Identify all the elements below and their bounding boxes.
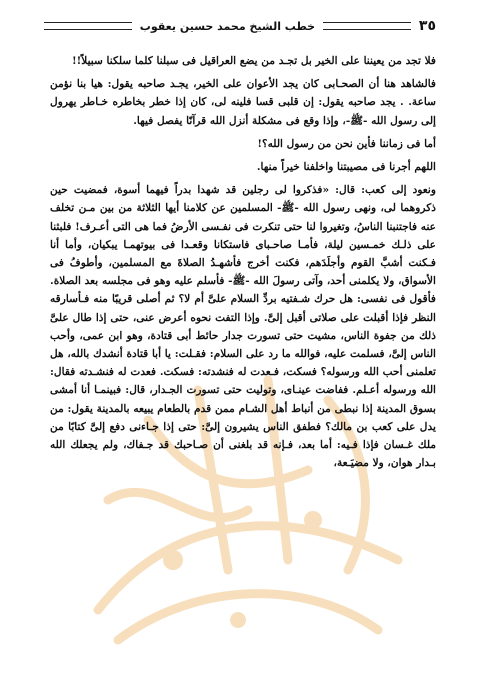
header-double-rule-right [44, 22, 132, 30]
running-header [44, 12, 436, 40]
paragraph: أما فى زماننا فأين نحن من رسول الله؟! [257, 137, 436, 150]
paragraph: فالشاهد هنا أن الصحـابى كان يجد الأعوان على الخير، يجـد صاحبه يقول: هيا بنا نؤمن ساعة. . يجد صاحبه يقول: إن قلبى قسا فلينه لى، كان إذا خطر بخاطره خـاطر يهرول إلى رسول الله -ﷺ-، وإذا وقع فى مشكلة أنزل الله قرآنًا يفصل فيها. [50, 78, 436, 127]
book-title: خطب الشيخ محمد حسين يعقوب [139, 19, 316, 33]
paragraph: ونعود إلى كعب: قال: «فذكروا لى رجلين قد شهدا بدراً فيهما أسوة، فمضيت حين ذكروهما لى، ونهى رسول الله -ﷺ- المسلمين عن كلامنا أيها الثلاثة من بين مـن تخلف عنه فاجتنبنا الناسُ، وتغيروا لنا حتى تنكرت فى نفـسى الأرضُ فما هى التى أعـرف! فلبثنا على ذلـك خمـسين ليلة، فأمـا صاحـباى فاستكانا وقعـدا فى بيوتهمـا يبكيان، وأما أنا فـكنت أشبَّ القوم وأجلَدَهم، فكنت أخرج فأشهـدُ الصلاةَ مع المسلمين، وأطوفُ فى الأسواق، ولا يكلمنى أحد، وآتى رسولَ الله -ﷺ- فأسلم عليه وهو فى مجلسه بعد الصلاة. فأقول فى نفسى: هل حرك شـفتيه بردِّ السلام علىَّ أم لا؟ ثم أصلى قريبًا منه فـأسارقه النظر فإذا أقبلت على صلاتى أقبل إلىَّ. وإذا التفت نحوه أعرض عنى، حتى إذا طال علىَّ ذلك من جفوة الناس، مشيت حتى تسورت جدار حائط أبى قتادة، وهو ابن عمى، وأحب الناس إلىَّ، فسلمت عليه، فوالله ما رد على السلام: فقـلت: يا أبا قتادة أنشدك بالله، هل تعلمنى أحب الله ورسوله؟ فسكت، فـعدت له فنشدته: فسكت. فعدت له فنشـدته فقال: الله ورسوله أعـلم. ففاضت عينـاى، وتوليت حتى تسورت الجـدار، قال: فبينمـا أنا أمشى بسوق المدينة إذا نبطى من أنباط أهل الشـام ممن قدم بالطعام يبيعه بالمدينة يقول: من يدل على كعب بن مالك؟ فطفق الناس يشيرون إلىَّ: حتى إذا جـاءنى دفع إلىَّ كتابًا من ملك غـسان فإذا فـيه: أما بعد، فـإنه قد بلغنى أن صـاحبك قد جـفاك، ولم يجعلك الله بـدار هوان، ولا مضيَـعة، [50, 184, 436, 470]
paragraph: فلا تجد من يعيننا على الخير بل تجـد من يضع العراقيل فى سبلنا كلما سلكنا سبيلاً!! [71, 55, 436, 67]
page-number: ٣٥ [418, 18, 436, 34]
header-double-rule-left [323, 22, 411, 30]
body-text [50, 52, 436, 477]
paragraph: اللهم أجرنا فى مصيبتنا واخلفنا خيراً منها. [256, 161, 436, 174]
